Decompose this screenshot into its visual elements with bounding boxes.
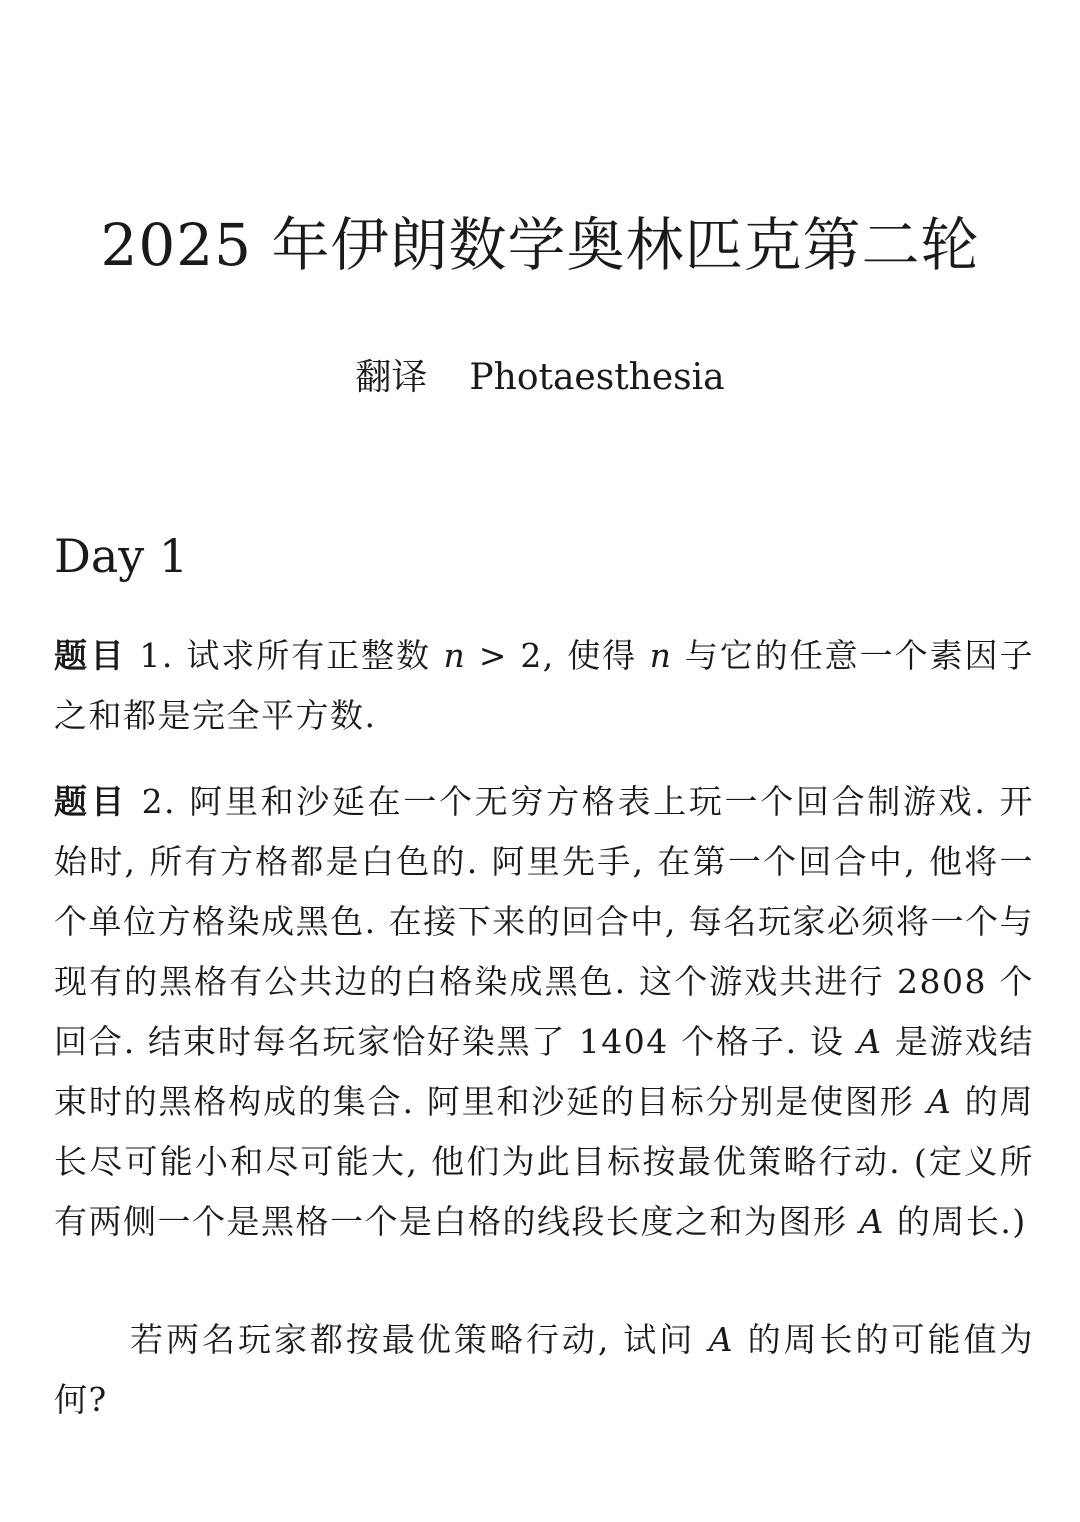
problem-text: > 2, 使得 xyxy=(466,636,650,675)
translator-label: 翻译 xyxy=(355,357,428,398)
math-variable: n xyxy=(649,636,673,675)
problem-2-question xyxy=(54,1310,1034,1430)
problem-text: 是游戏结束时的黑格构成的集合. 阿里和沙延的目标分别是使图形 xyxy=(54,1022,1034,1121)
math-variable: A xyxy=(859,1202,885,1241)
problem-number: 2. xyxy=(141,782,177,821)
problem-number: 1. xyxy=(139,636,174,675)
math-variable: n xyxy=(443,636,467,675)
problem-2 xyxy=(54,772,1034,1252)
math-variable: A xyxy=(857,1022,883,1061)
problem-text: 阿里和沙延在一个无穷方格表上玩一个回合制游戏. 开始时, 所有方格都是白色的. 阿里先手, 在第一个回合中, 他将一个单位方格染成黑色. 在接下来的回合中, 每名玩家必须将一个与现有的黑格有公共边的白格染成黑色. 这个游戏共进行 2808 个回合. 结束时每名玩家恰好染黑了 1404 个格子. 设 xyxy=(54,782,1034,1061)
problem-1 xyxy=(54,626,1034,746)
math-variable: A xyxy=(926,1082,953,1121)
problem-text: 的周长的可能值为何? xyxy=(54,1320,1034,1419)
translator-name: Photaesthesia xyxy=(469,357,725,398)
problem-label: 题目 xyxy=(54,782,129,821)
section-heading: Day 1 xyxy=(54,529,189,583)
problem-label: 题目 xyxy=(54,636,127,675)
problem-text: 的周长.) xyxy=(884,1202,1027,1241)
problem-text: 若两名玩家都按最优策略行动, 试问 xyxy=(130,1320,709,1359)
problem-text: 的周长尽可能小和尽可能大, 他们为此目标按最优策略行动. (定义所有两侧一个是黑格一个是白格的线段长度之和为图形 xyxy=(54,1082,1034,1241)
document-title: 2025 年伊朗数学奥林匹克第二轮 xyxy=(100,211,980,279)
translator-line xyxy=(0,350,1080,406)
problem-text: 试求所有正整数 xyxy=(173,636,444,675)
problem-text: 与它的任意一个素因子之和都是完全平方数. xyxy=(54,636,1034,735)
math-variable: A xyxy=(708,1320,735,1359)
